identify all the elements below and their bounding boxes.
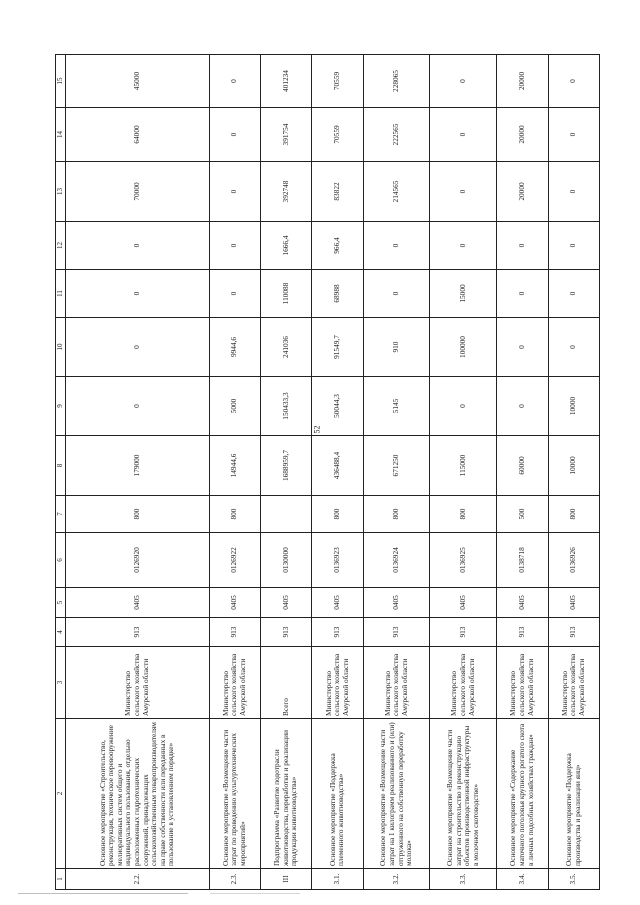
- executor-cell: Министерство сельского хозяйства Амурской области: [66, 647, 210, 719]
- value-cell: 0: [497, 222, 548, 270]
- row-number-cell: 3.1.: [312, 869, 363, 890]
- value-cell: 14944,6: [209, 436, 260, 496]
- value-cell: 20000: [497, 108, 548, 162]
- value-cell: 0: [497, 270, 548, 318]
- value-cell: 671250: [363, 436, 430, 496]
- value-cell: 0: [209, 270, 260, 318]
- value-cell: 9944,6: [209, 318, 260, 377]
- value-cell: 20000: [497, 55, 548, 108]
- value-cell: 0: [548, 108, 599, 162]
- program-name-cell: Основное мероприятие «Поддержка производства и реализации яиц»: [548, 719, 599, 869]
- value-cell: 0: [363, 270, 430, 318]
- table-body: [56, 55, 600, 890]
- value-cell: 115000: [430, 436, 497, 496]
- value-cell: 392748: [260, 162, 311, 222]
- value-cell: 64000: [66, 108, 210, 162]
- value-cell: 0: [430, 108, 497, 162]
- value-cell: 500: [497, 496, 548, 533]
- column-number-cell: 10: [56, 318, 66, 377]
- value-cell: 0405: [363, 588, 430, 618]
- value-cell: 913: [260, 618, 311, 647]
- value-cell: 913: [497, 618, 548, 647]
- value-cell: 436488,4: [312, 436, 363, 496]
- program-name-cell: Основное мероприятие «Строительство, реконструкция, техническое перевооружение мелиоративных систем общего и индивидуального пользования, отдельно расположенных гидротехнических сооружений, принадлежащих сельскохозяйственным товаропроизводителям на праве собственности или переданных в пользование в установленном порядке»: [66, 719, 210, 869]
- value-cell: 1688959,7: [260, 436, 311, 496]
- value-cell: 1666,4: [260, 222, 311, 270]
- value-cell: 0136925: [430, 533, 497, 588]
- value-cell: [260, 496, 311, 533]
- executor-cell: Министерство сельского хозяйства Амурской области: [363, 647, 430, 719]
- value-cell: 45000: [66, 55, 210, 108]
- value-cell: 0: [497, 377, 548, 436]
- value-cell: 83822: [312, 162, 363, 222]
- column-number-cell: 2: [56, 719, 66, 869]
- executor-cell: Министерство сельского хозяйства Амурской области: [430, 647, 497, 719]
- value-cell: 5000: [209, 377, 260, 436]
- value-cell: 800: [430, 496, 497, 533]
- executor-cell: Министерство сельского хозяйства Амурской области: [312, 647, 363, 719]
- value-cell: 0405: [497, 588, 548, 618]
- value-cell: 179000: [66, 436, 210, 496]
- table-row: [430, 55, 497, 890]
- value-cell: 800: [363, 496, 430, 533]
- column-number-cell: 8: [56, 436, 66, 496]
- value-cell: 100000: [430, 318, 497, 377]
- table-row: [497, 55, 548, 890]
- value-cell: 10000: [548, 436, 599, 496]
- table-row: [363, 55, 430, 890]
- value-cell: 0: [548, 270, 599, 318]
- column-number-cell: 5: [56, 588, 66, 618]
- table-row: [209, 55, 260, 890]
- row-number-cell: 2.2.: [66, 869, 210, 890]
- column-number-cell: 11: [56, 270, 66, 318]
- value-cell: 0: [497, 318, 548, 377]
- value-cell: 0: [209, 55, 260, 108]
- executor-cell: Министерство сельского хозяйства Амурской области: [209, 647, 260, 719]
- value-cell: 0126922: [209, 533, 260, 588]
- value-cell: 800: [66, 496, 210, 533]
- column-number-cell: 1: [56, 869, 66, 890]
- value-cell: 0138718: [497, 533, 548, 588]
- column-number-cell: 4: [56, 618, 66, 647]
- table-row: [312, 55, 363, 890]
- value-cell: 0136924: [363, 533, 430, 588]
- value-cell: 910: [363, 318, 430, 377]
- table-row: [548, 55, 599, 890]
- value-cell: 966,4: [312, 222, 363, 270]
- value-cell: 10000: [548, 377, 599, 436]
- value-cell: 0: [363, 222, 430, 270]
- scan-edge-line: [210, 893, 300, 894]
- value-cell: 0: [209, 108, 260, 162]
- row-number-cell: 3.2.: [363, 869, 430, 890]
- executor-cell: Министерство сельского хозяйства Амурской области: [497, 647, 548, 719]
- row-number-cell: 3.3.: [430, 869, 497, 890]
- value-cell: 800: [209, 496, 260, 533]
- column-number-cell: 13: [56, 162, 66, 222]
- row-number-cell: 2.3.: [209, 869, 260, 890]
- table-row: [66, 55, 210, 890]
- value-cell: 0: [66, 377, 210, 436]
- page-number: 52: [312, 425, 322, 434]
- value-cell: 913: [209, 618, 260, 647]
- value-cell: 0: [430, 377, 497, 436]
- value-cell: 800: [548, 496, 599, 533]
- row-number-cell: III: [260, 869, 311, 890]
- value-cell: 91549,7: [312, 318, 363, 377]
- value-cell: 222565: [363, 108, 430, 162]
- program-name-cell: Основное мероприятие «Возмещение части затрат на строительство и реконструкцию объектов производственной инфраструктуры в молочном скотоводстве»: [430, 719, 497, 869]
- value-cell: 0: [548, 222, 599, 270]
- rotated-table-container: [55, 55, 600, 890]
- column-number-cell: 3: [56, 647, 66, 719]
- row-number-cell: 3.5.: [548, 869, 599, 890]
- column-number-cell: 7: [56, 496, 66, 533]
- scan-edge-line: [18, 893, 188, 894]
- value-cell: 0136923: [312, 533, 363, 588]
- value-cell: 0405: [66, 588, 210, 618]
- value-cell: 15000: [430, 270, 497, 318]
- value-cell: 0: [430, 162, 497, 222]
- value-cell: 70000: [66, 162, 210, 222]
- value-cell: 70559: [312, 108, 363, 162]
- value-cell: 0130000: [260, 533, 311, 588]
- value-cell: 60000: [497, 436, 548, 496]
- value-cell: 0126920: [66, 533, 210, 588]
- value-cell: 110088: [260, 270, 311, 318]
- column-number-cell: 15: [56, 55, 66, 108]
- value-cell: 214565: [363, 162, 430, 222]
- value-cell: 241036: [260, 318, 311, 377]
- value-cell: 0: [548, 55, 599, 108]
- value-cell: 228065: [363, 55, 430, 108]
- value-cell: 0: [66, 270, 210, 318]
- value-cell: 0136926: [548, 533, 599, 588]
- value-cell: 0: [548, 162, 599, 222]
- value-cell: 913: [548, 618, 599, 647]
- value-cell: 800: [312, 496, 363, 533]
- column-number-cell: 6: [56, 533, 66, 588]
- column-number-cell: 12: [56, 222, 66, 270]
- value-cell: 913: [312, 618, 363, 647]
- value-cell: 0: [548, 318, 599, 377]
- budget-table: [55, 54, 600, 890]
- value-cell: 70559: [312, 55, 363, 108]
- table-row: [260, 55, 311, 890]
- column-number-cell: 9: [56, 377, 66, 436]
- program-name-cell: Основное мероприятие «Возмещение части затрат по проведению культуртехнических мероприятий»: [209, 719, 260, 869]
- value-cell: 0405: [312, 588, 363, 618]
- value-cell: 0: [66, 222, 210, 270]
- value-cell: 0405: [260, 588, 311, 618]
- row-number-cell: 3.4.: [497, 869, 548, 890]
- value-cell: 20000: [497, 162, 548, 222]
- value-cell: 401234: [260, 55, 311, 108]
- executor-cell: Всего: [260, 647, 311, 719]
- column-number-cell: 14: [56, 108, 66, 162]
- value-cell: 5145: [363, 377, 430, 436]
- value-cell: 913: [66, 618, 210, 647]
- program-name-cell: Основное мероприятие «Содержание маточного поголовья крупного рогатого скота в личных подсобных хозяйствах граждан»: [497, 719, 548, 869]
- value-cell: 0: [209, 222, 260, 270]
- value-cell: 0: [209, 162, 260, 222]
- value-cell: 0: [430, 55, 497, 108]
- value-cell: 0405: [430, 588, 497, 618]
- value-cell: 913: [430, 618, 497, 647]
- value-cell: 0405: [548, 588, 599, 618]
- value-cell: 391754: [260, 108, 311, 162]
- value-cell: 0: [66, 318, 210, 377]
- executor-cell: Министерство сельского хозяйства Амурской области: [548, 647, 599, 719]
- program-name-cell: Подпрограмма «Развитие подотрасли животноводства, переработки и реализации продукции животноводства»: [260, 719, 311, 869]
- value-cell: 0405: [209, 588, 260, 618]
- column-number-row: [56, 55, 66, 890]
- value-cell: 150433,3: [260, 377, 311, 436]
- program-name-cell: Основное мероприятие «Поддержка племенного животноводства»: [312, 719, 363, 869]
- value-cell: 68988: [312, 270, 363, 318]
- program-name-cell: Основное мероприятие «Возмещение части затрат на 1 килограмм реализованного и (или) отгруженного на собственную переработку молока»: [363, 719, 430, 869]
- value-cell: 0: [430, 222, 497, 270]
- value-cell: 50044,3: [312, 377, 363, 436]
- value-cell: 913: [363, 618, 430, 647]
